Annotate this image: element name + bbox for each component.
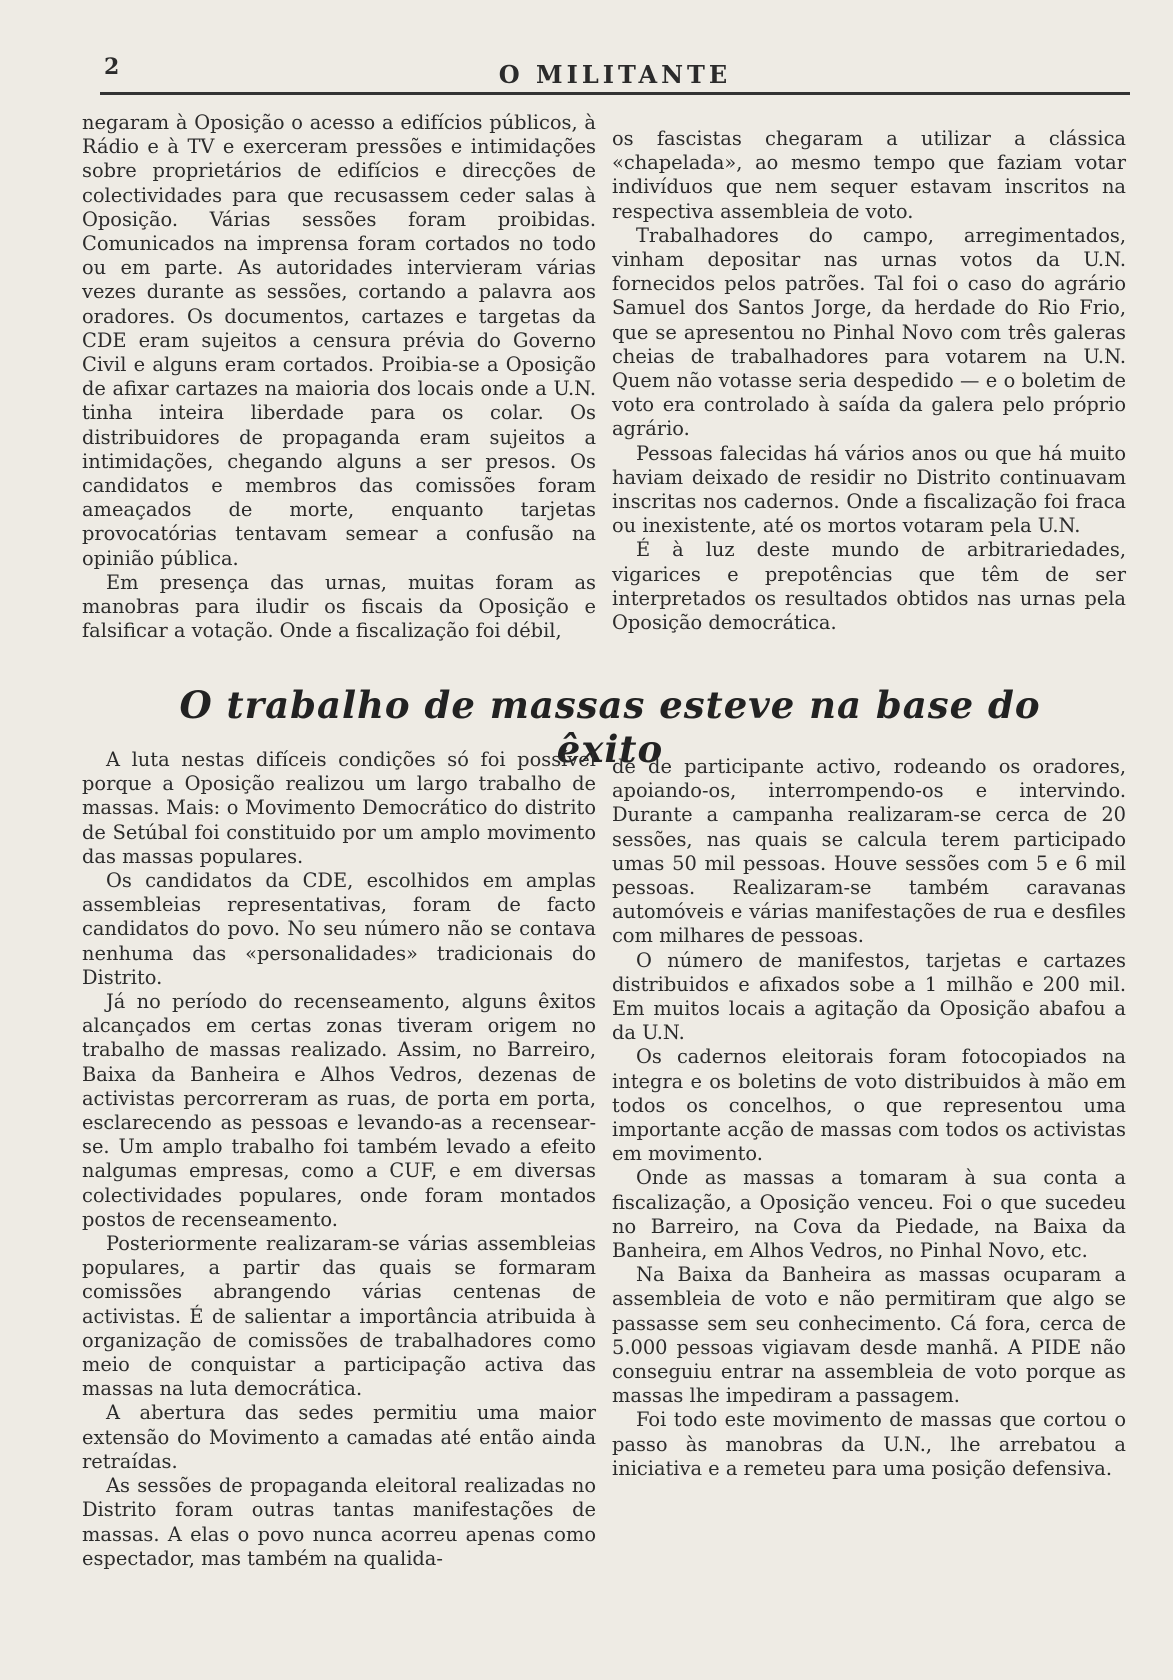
paragraph: Foi todo este movimento de massas que cortou o passo às manobras da U.N., lhe arrebatou a iniciativa e a remeteu para uma posição defensiva. xyxy=(612,1408,1126,1480)
paragraph: É à luz deste mundo de arbitrariedades, vigarices e prepotências que têm de ser interpretados os resultados obtidos nas urnas pela Oposição democrática. xyxy=(612,538,1126,635)
paragraph: A abertura das sedes permitiu uma maior extensão do Movimento a camadas até então ainda retraídas. xyxy=(82,1401,596,1473)
paragraph: A luta nestas difíceis condições só foi possível porque a Oposição realizou um largo trabalho de massas. Mais: o Movimento Democrático do distrito de Setúbal foi constituido por um amplo movimento das massas populares. xyxy=(82,748,596,868)
publication-title: O MILITANTE xyxy=(498,60,732,89)
paragraph: de de participante activo, rodeando os oradores, apoiando-os, interrompendo-os e intervindo. Durante a campanha realizaram-se cerca de 20 sessões, nas quais se calcula terem participado umas 50 mil pessoas. Houve sessões com 5 e 6 mil pessoas. Realizaram-se também caravanas automóveis e várias manifestações de rua e desfiles com milhares de pessoas. xyxy=(612,755,1126,948)
paragraph: Já no período do recenseamento, alguns êxitos alcançados em certas zonas tiveram origem no trabalho de massas realizado. Assim, no Barreiro, Baixa da Banheira e Alhos Vedros, dezenas de activistas percorreram as ruas, de porta em porta, esclarecendo as pessoas e levando-as a recensear-se. Um amplo trabalho foi também levado a efeito nalgumas empresas, como a CUF, e em diversas colectividades populares, onde foram montados postos de recenseamento. xyxy=(82,990,596,1231)
paragraph: negaram à Oposição o acesso a edifícios públicos, à Rádio e à TV e exerceram pressões e intimidações sobre proprietários de edifícios e direcções de colectividades para que recusassem ceder salas à Oposição. Várias sessões foram proibidas. Comunicados na imprensa foram cortados no todo ou em parte. As autoridades intervieram várias vezes durante as sessões, cortando a palavra aos oradores. Os documentos, cartazes e targetas da CDE eram sujeitos a censura prévia do Governo Civil e alguns eram cortados. Proibia-se a Oposição de afixar cartazes na maioria dos locais onde a U.N. tinha inteira liberdade para os colar. Os distribuidores de propaganda eram sujeitos a intimidações, chegando alguns a ser presos. Os candidatos e membros das comissões foram ameaçados de morte, enquanto tarjetas provocatórias tentavam semear a confusão na opinião pública. xyxy=(82,111,596,570)
paragraph: Pessoas falecidas há vários anos ou que há muito haviam deixado de residir no Distrito continuavam inscritas nos cadernos. Onde a fiscalização foi fraca ou inexistente, até os mortos votaram pela U.N. xyxy=(612,441,1126,538)
top-left-column xyxy=(82,111,596,643)
page-number: 2 xyxy=(104,54,120,80)
paragraph: Trabalhadores do campo, arregimentados, vinham depositar nas urnas votos da U.N. fornecidos pelos patrões. Tal foi o caso do agrário Samuel dos Santos Jorge, da herdade do Rio Frio, que se apresentou no Pinhal Novo com três galeras cheias de trabalhadores para votarem na U.N. Quem não votasse seria despedido — e o boletim de voto era controlado à saída da galera pelo próprio agrário. xyxy=(612,223,1126,441)
paragraph: Em presença das urnas, muitas foram as manobras para iludir os fiscais da Oposição e falsificar a votação. Onde a fiscalização foi débil, xyxy=(82,570,596,643)
top-right-column xyxy=(612,127,1126,635)
header-rule xyxy=(100,92,1130,95)
paragraph: Onde as massas a tomaram à sua conta a fiscalização, a Oposição venceu. Foi o que sucedeu no Barreiro, na Cova da Piedade, na Baixa da Banheira, em Alhos Vedros, no Pinhal Novo, etc. xyxy=(612,1166,1126,1263)
page-header xyxy=(100,54,1130,94)
section-headline: O trabalho de massas esteve na base do êxito xyxy=(179,683,1041,771)
paragraph: Os cadernos eleitorais foram fotocopiados na integra e os boletins de voto distribuidos à mão em todos os concelhos, o que representou uma importante acção de massas com todos os activistas em movimento. xyxy=(612,1045,1126,1166)
bottom-right-column xyxy=(612,755,1126,1481)
paragraph: Na Baixa da Banheira as massas ocuparam a assembleia de voto e não permitiram que algo se passasse sem seu conhecimento. Cá fora, cerca de 5.000 pessoas vigiavam desde manhã. A PIDE não conseguiu entrar na assembleia de voto porque as massas lhe impediram a passagem. xyxy=(612,1263,1126,1408)
paragraph: As sessões de propaganda eleitoral realizadas no Distrito foram outras tantas manifestações de massas. A elas o povo nunca acorreu apenas como espectador, mas também na qualida- xyxy=(82,1474,596,1570)
paragraph: Os candidatos da CDE, escolhidos em amplas assembleias representativas, foram de facto candidatos do povo. No seu número não se contava nenhuma das «personalidades» tradicionais do Distrito. xyxy=(82,869,596,989)
paragraph: Posteriormente realizaram-se várias assembleias populares, a partir das quais se formaram comissões abrangendo várias centenas de activistas. É de salientar a importância atribuida à organização de comissões de trabalhadores como meio de conquistar a participação activa das massas na luta democrática. xyxy=(82,1232,596,1401)
paragraph: os fascistas chegaram a utilizar a clássica «chapelada», ao mesmo tempo que faziam votar indivíduos que nem sequer estavam inscritos na respectiva assembleia de voto. xyxy=(612,127,1126,223)
bottom-left-column xyxy=(82,748,596,1571)
paragraph: O número de manifestos, tarjetas e cartazes distribuidos e afixados sobe a 1 milhão e 200 mil. Em muitos locais a agitação da Oposição abafou a da U.N. xyxy=(612,948,1126,1045)
